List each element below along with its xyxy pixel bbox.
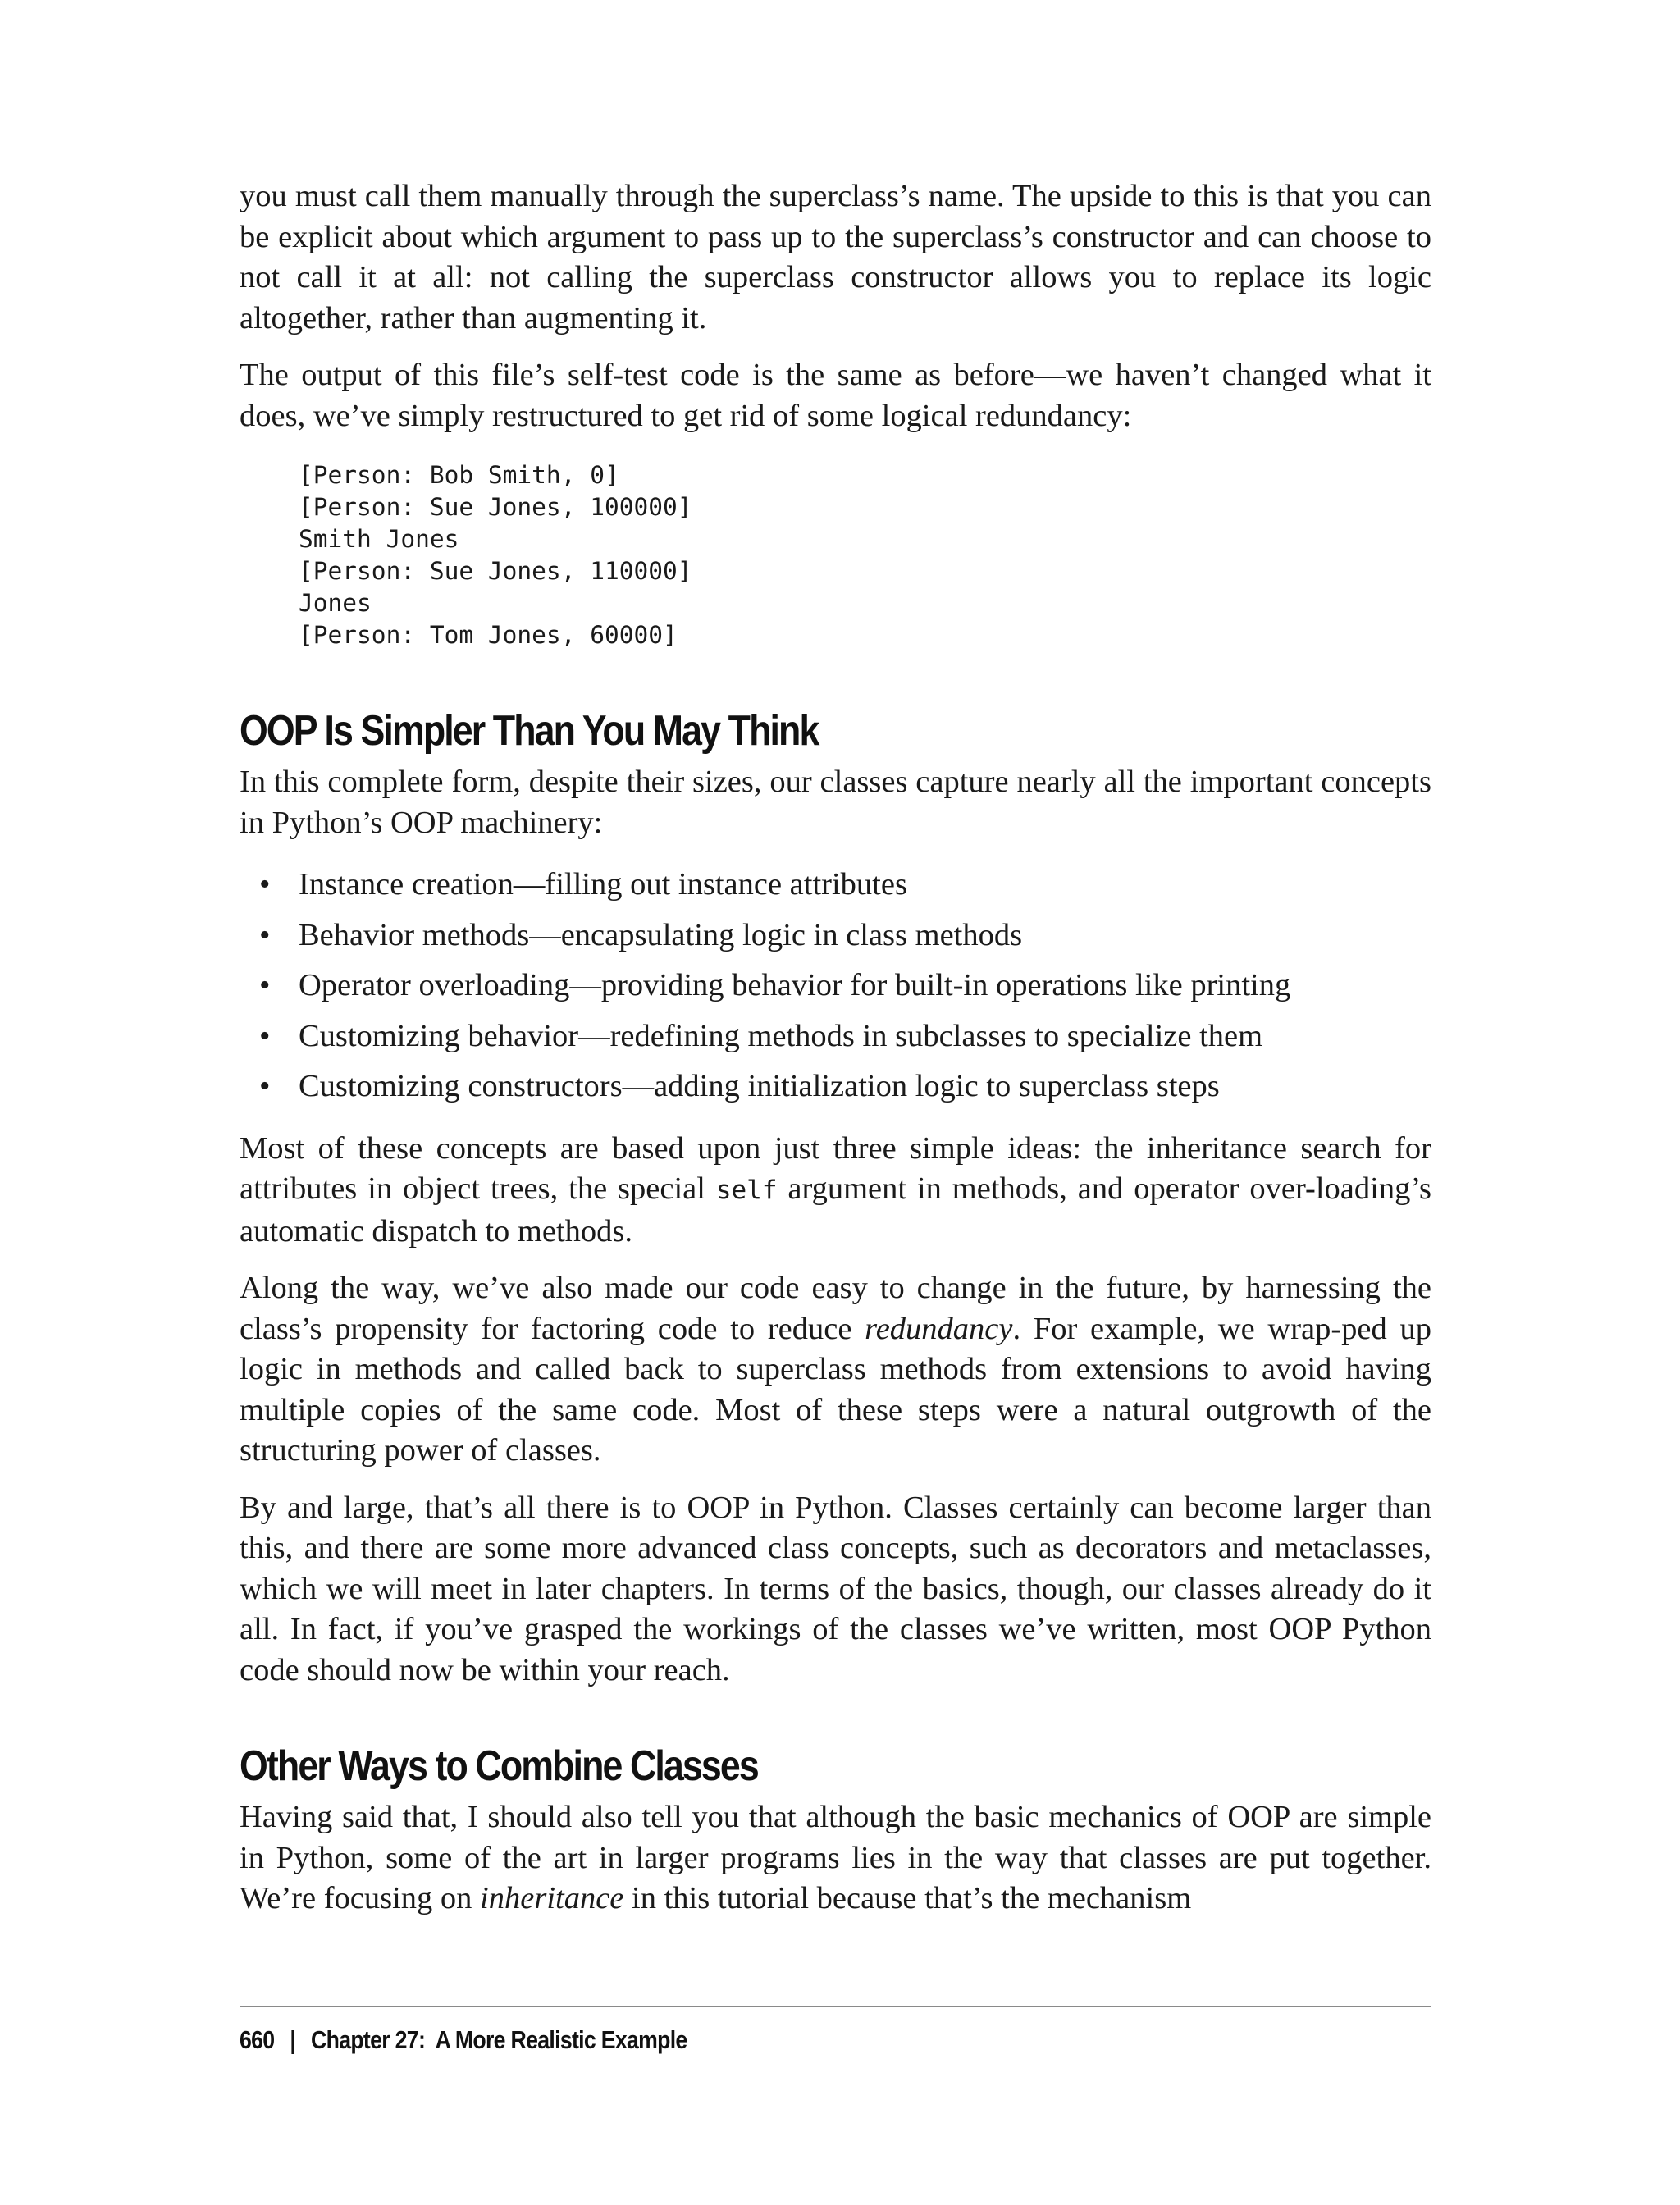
chapter-title: Chapter 27: A More Realistic Example bbox=[311, 2025, 687, 2054]
footer-separator: | bbox=[290, 2025, 296, 2054]
bullet-icon: • bbox=[259, 867, 271, 902]
bullet-icon: • bbox=[259, 917, 271, 952]
bullet-icon: • bbox=[259, 1018, 271, 1053]
footer-running-head bbox=[240, 2024, 1265, 2057]
inline-code-self: self bbox=[715, 1176, 778, 1205]
page-footer bbox=[240, 2006, 1431, 2057]
paragraph-by-and-large: By and large, that’s all there is to OOP in Python. Classes certainly can become larger than this, and there are some more advanced class concepts, such as decorators and metaclasses, which we will meet in later chapters. In terms of the basics, though, our classes already do it all. In fact, if you’ve grasped the workings of the classes we’ve written, most OOP Python code should now be within your reach. bbox=[240, 1490, 1431, 1687]
list-item-text: Customizing constructors—adding initialization logic to superclass steps bbox=[299, 1069, 1220, 1103]
section-heading-oop-simpler: OOP Is Simpler Than You May Think bbox=[240, 707, 819, 755]
paragraph-superclass-call: you must call them manually through the superclass’s name. The upside to this is that you can be explicit about which argument to pass up to the superclass’s constructor and can choose to not call it at all: not calling the superclass constructor allows you to replace its logic altogether, rather than augmenting it. bbox=[240, 179, 1431, 336]
list-item bbox=[240, 1011, 1431, 1062]
paragraph-three-ideas bbox=[240, 1129, 1431, 1253]
paragraph-self-test-output: The output of this file’s self-test code is the same as before—we haven’t changed what it does, we’ve simply restructured to get rid of some logical redundancy: bbox=[240, 358, 1431, 433]
bullet-icon: • bbox=[259, 968, 271, 1002]
list-item bbox=[240, 961, 1431, 1011]
list-item bbox=[240, 860, 1431, 911]
concept-bullet-list bbox=[240, 860, 1431, 1112]
paragraph-redundancy bbox=[240, 1268, 1431, 1472]
paragraph-having-said bbox=[240, 1797, 1431, 1920]
paragraph-text: Having said that, I should also tell you that although the basic mechanics of OOP are simple in Python, some of the art in larger programs lies in the way that classes are put together. We’re focusing on bbox=[240, 1800, 1431, 1915]
bullet-icon: • bbox=[259, 1069, 271, 1103]
emphasis-inheritance: inheritance bbox=[480, 1881, 624, 1915]
list-item-text: Instance creation—filling out instance attributes bbox=[299, 867, 907, 902]
code-line: Jones bbox=[299, 589, 372, 617]
paragraph-text: Along the way, we’ve also made our code easy to change in the future, by harnessing the class’s propensity for factoring code to reduce bbox=[240, 1271, 1431, 1346]
paragraph-text: argument in methods, and operator over-loading’s automatic dispatch to methods. bbox=[240, 1171, 1431, 1249]
code-line: [Person: Sue Jones, 100000] bbox=[299, 493, 692, 521]
paragraph-text: Most of these concepts are based upon just three simple ideas: the inheritance search for attributes in object trees, the special bbox=[240, 1130, 1431, 1206]
code-line: Smith Jones bbox=[299, 525, 459, 553]
emphasis-redundancy: redundancy bbox=[865, 1311, 1013, 1346]
paragraph-text: . For example, we wrap-ped up logic in methods and called back to superclass methods from extensions to avoid having multiple copies of the same code. Most of these steps were a natural outgrowth of the structuring power of classes. bbox=[240, 1311, 1431, 1468]
footer-divider bbox=[240, 2006, 1431, 2007]
code-line: [Person: Bob Smith, 0] bbox=[299, 461, 619, 489]
code-line: [Person: Tom Jones, 60000] bbox=[299, 621, 678, 649]
code-line: [Person: Sue Jones, 110000] bbox=[299, 557, 692, 585]
list-item bbox=[240, 911, 1431, 961]
list-item-text: Operator overloading—providing behavior for built-in operations like printing bbox=[299, 968, 1291, 1002]
list-item-text: Customizing behavior—redefining methods in subclasses to specialize them bbox=[299, 1018, 1263, 1053]
section-heading-other-ways: Other Ways to Combine Classes bbox=[240, 1742, 758, 1790]
paragraph-text: in this tutorial because that’s the mechanism bbox=[623, 1881, 1192, 1915]
paragraph-complete-form: In this complete form, despite their sizes, our classes capture nearly all the important concepts in Python’s OOP machinery: bbox=[240, 765, 1431, 840]
list-item bbox=[240, 1061, 1431, 1112]
list-item-text: Behavior methods—encapsulating logic in class methods bbox=[299, 917, 1023, 952]
code-output-block bbox=[299, 453, 1431, 651]
page-body bbox=[240, 176, 1431, 1936]
page-number: 660 bbox=[240, 2025, 275, 2054]
